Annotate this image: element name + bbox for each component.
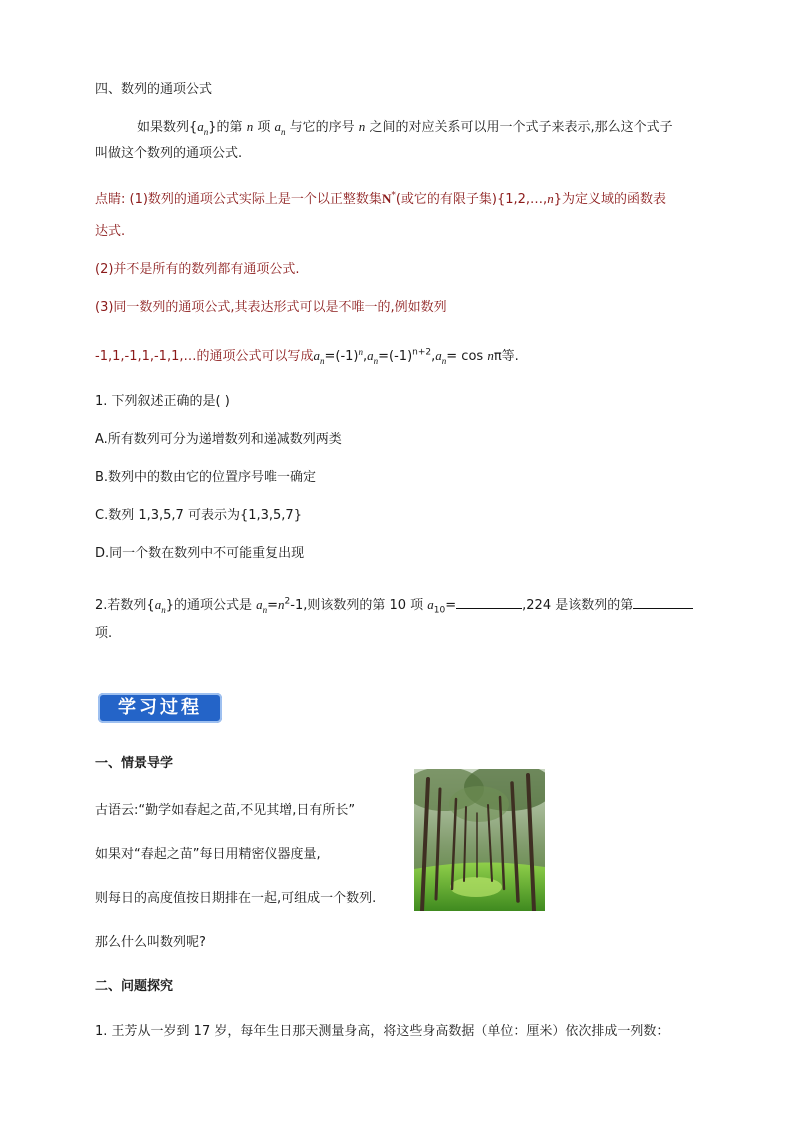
note-point-1: 点睛: (1)数列的通项公式实际上是一个以正整数集N*(或它的有限子集){1,2,…,n}为定义域的函数表 <box>95 190 666 207</box>
scenario-question: 那么什么叫数列呢? <box>95 935 206 950</box>
note-point-1-cont: 达式. <box>95 224 126 239</box>
question-2-line-2: 项. <box>95 626 113 641</box>
note-point-2: (2)并不是所有的数列都有通项公式. <box>95 262 300 277</box>
question-1-option-c: C.数列 1,3,5,7 可表示为{1,3,5,7} <box>95 508 302 523</box>
question-1-option-b: B.数列中的数由它的位置序号唯一确定 <box>95 470 317 485</box>
answer-blank-1[interactable] <box>456 596 522 609</box>
question-1-option-d: D.同一个数在数列中不可能重复出现 <box>95 546 305 561</box>
section-heading-2: 二、问题探究 <box>95 979 174 994</box>
forest-photo <box>414 769 545 911</box>
scenario-line-1: 古语云:“勤学如春起之苗,不见其增,日有所长” <box>95 803 356 818</box>
answer-blank-2[interactable] <box>633 596 693 609</box>
scenario-line-2: 如果对“春起之苗”每日用精密仪器度量, <box>95 847 321 862</box>
note-point-3: (3)同一数列的通项公式,其表达形式可以是不唯一的,例如数列 <box>95 300 447 315</box>
learning-process-banner: 学习过程 <box>98 693 222 723</box>
scenario-line-3: 则每日的高度值按日期排在一起,可组成一个数列. <box>95 891 377 906</box>
section-heading-4: 四、数列的通项公式 <box>95 82 213 97</box>
note-example-formula: -1,1,-1,1,-1,1,…的通项公式可以写成$a_n=(-1)^n,a_n=(-1)^{n+2},a_n= \cos n\pi$等. <box>95 346 519 366</box>
definition-line-1: 如果数列$\{a_n\}$的第 n 项 $a_n$ 与它的序号 n 之间的对应关系可以用一个式子来表示,那么这个式子 <box>137 119 673 137</box>
problem-1-text: 1. 王芳从一岁到 17 岁，每年生日那天测量身高，将这些身高数据（单位：厘米）依次排成一列数： <box>95 1024 670 1039</box>
question-1-stem: 1. 下列叙述正确的是( ) <box>95 394 230 409</box>
definition-line-2: 叫做这个数列的通项公式. <box>95 146 243 161</box>
section-heading-1: 一、情景导学 <box>95 756 174 771</box>
question-2-line-1: 2.若数列$\{a_n\}$的通项公式是 $a_n=n^2-1$,则该数列的第 10 项 $a_{10}= ,224$ 是该数列的第 <box>95 594 693 616</box>
question-1-option-a: A.所有数列可分为递增数列和递减数列两类 <box>95 432 342 447</box>
